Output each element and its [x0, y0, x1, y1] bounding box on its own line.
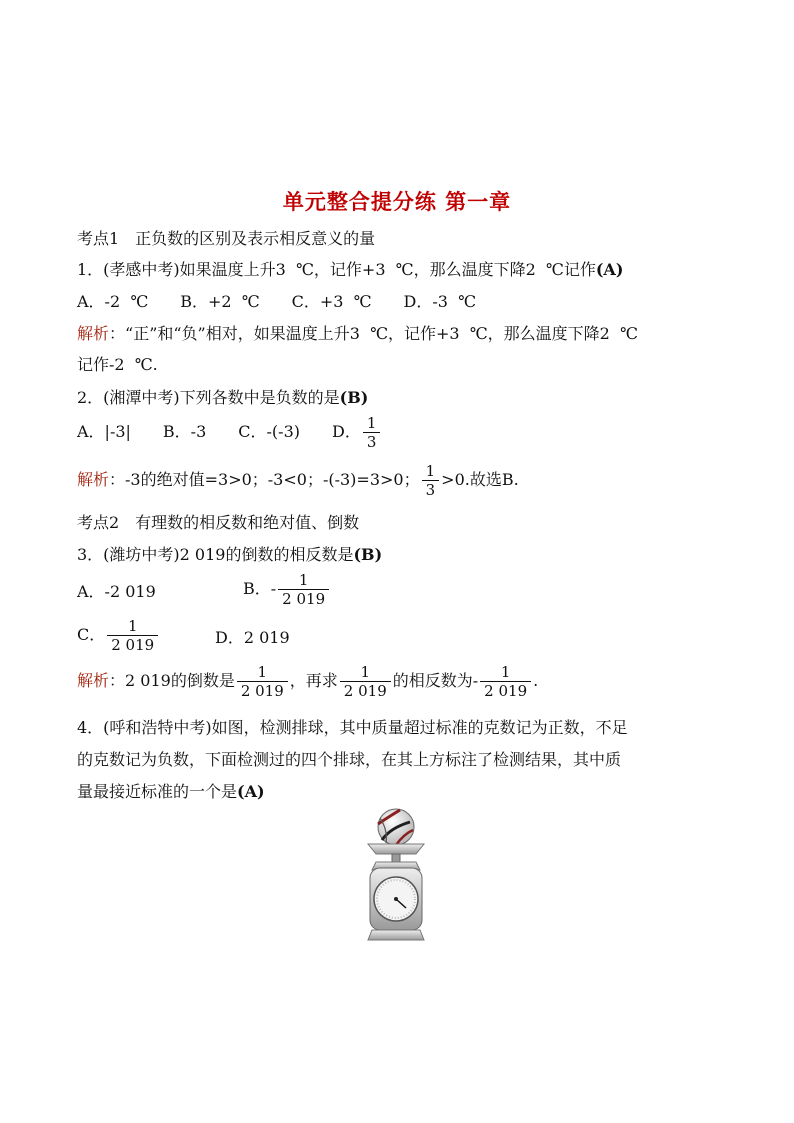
question-2-stem	[77, 388, 368, 408]
q3-stem-text: 3．(潍坊中考)2 019的倒数的相反数是	[77, 545, 354, 564]
page-title: 单元整合提分练 第一章	[282, 190, 512, 214]
question-3-stem	[77, 545, 382, 565]
q3-analysis-p4: .	[533, 671, 539, 690]
q2-analysis-label: 解析	[77, 470, 110, 489]
question-4-line-1: 4．(呼和浩特中考)如图，检测排球，其中质量超过标准的克数记为正数，不足	[77, 718, 628, 737]
q2-analysis-fraction	[422, 462, 440, 499]
scale-body-icon	[368, 844, 424, 940]
q2-option-d-fraction	[363, 414, 381, 451]
q3-option-b-fraction	[278, 571, 329, 608]
q3-answer: (B)	[353, 545, 383, 564]
fraction-denominator: 2 019	[340, 681, 391, 700]
q3-analysis-fraction-2	[340, 663, 391, 700]
q1-stem-text: 1．(孝感中考)如果温度上升3 ℃，记作+3 ℃，那么温度下降2 ℃记作	[77, 260, 596, 279]
fraction-numerator: 1	[500, 663, 511, 681]
question-1-analysis	[77, 324, 638, 344]
q3-option-c-prefix: C．	[77, 625, 106, 644]
q1-answer: (A)	[595, 260, 624, 279]
q3-analysis-fraction-3	[480, 663, 531, 700]
q2-analysis-tail: >0.故选B.	[441, 470, 519, 489]
q2-answer: (B)	[339, 388, 369, 407]
q1-analysis-label: 解析	[77, 324, 110, 343]
volleyball-icon	[378, 809, 414, 845]
question-1-options: A．-2 ℃ B．+2 ℃ C．+3 ℃ D．-3 ℃	[77, 292, 477, 311]
question-1-stem	[77, 260, 623, 280]
question-3-analysis	[77, 663, 538, 700]
q2-stem-text: 2．(湘潭中考)下列各数中是负数的是	[77, 388, 340, 407]
question-1-analysis-cont: 记作-2 ℃.	[77, 355, 158, 374]
section-heading-2: 考点2 有理数的相反数和绝对值、倒数	[77, 513, 360, 532]
q1-analysis-text: ：“正”和“负”相对，如果温度上升3 ℃，记作+3 ℃，那么温度下降2 ℃	[109, 324, 638, 343]
fraction-numerator: 1	[257, 663, 268, 681]
fraction-numerator: 1	[360, 663, 371, 681]
fraction-denominator: 3	[363, 432, 381, 451]
fraction-denominator: 2 019	[278, 589, 329, 608]
q3-analysis-label: 解析	[77, 671, 110, 690]
q2-options-text: A．|-3| B．-3 C．-(-3) D．	[77, 422, 361, 441]
fraction-denominator: 2 019	[237, 681, 288, 700]
volleyball-scale-image	[360, 808, 432, 942]
fraction-numerator: 1	[127, 617, 138, 635]
q3-analysis-fraction-1	[237, 663, 288, 700]
question-4-line-2: 的克数记为负数，下面检测过的四个排球，在其上方标注了检测结果，其中质	[77, 750, 622, 769]
question-3-option-b	[243, 571, 331, 608]
fraction-numerator: 1	[298, 571, 309, 589]
q3-option-b-prefix: B．-	[243, 579, 277, 598]
q3-analysis-p2: ，再求	[289, 671, 338, 690]
question-3-option-c	[77, 617, 160, 654]
fraction-denominator: 3	[422, 480, 440, 499]
fraction-denominator: 2 019	[480, 681, 531, 700]
fraction-numerator: 1	[425, 462, 436, 480]
q4-line-3-text: 量最接近标准的一个是	[77, 782, 238, 801]
section-heading-1: 考点1 正负数的区别及表示相反意义的量	[77, 229, 376, 248]
q3-option-c-fraction	[107, 617, 158, 654]
q4-answer: (A)	[237, 782, 265, 801]
question-2-analysis	[77, 462, 519, 499]
question-4-line-3	[77, 782, 265, 802]
q2-analysis-text: ：-3的绝对值=3>0；-3<0；-(-3)=3>0；	[109, 470, 420, 489]
q3-analysis-p3: 的相反数为-	[392, 671, 479, 690]
question-3-option-a: A．-2 019	[77, 582, 156, 601]
question-2-options	[77, 414, 382, 451]
q3-analysis-p1: ：2 019的倒数是	[109, 671, 235, 690]
fraction-denominator: 2 019	[107, 635, 158, 654]
fraction-numerator: 1	[366, 414, 377, 432]
question-3-option-d: D．2 019	[215, 628, 290, 647]
